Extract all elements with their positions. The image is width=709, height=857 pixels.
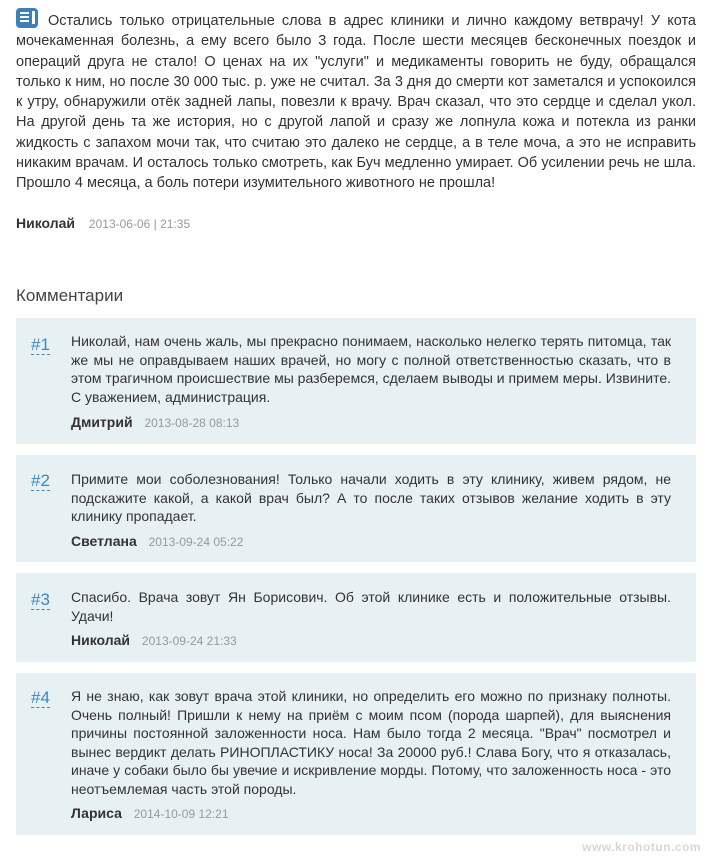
comment-card	[16, 455, 696, 562]
review-text-block	[16, 8, 696, 194]
review-text: Остались только отрицательные слова в адрес клиники и лично каждому ветврачу! У кота мочекаменная болезнь, а ему всего было 3 года. После шести месяцев бесконечных поездок и операций друга не стало! О ценах на их "услуги" и медикаменты говорить не буду, обращался только к ним, но после 30 000 тыс. р. уже не считал. За 3 дня до смерти кот заметался и успокоился к утру, обнаружили отёк задней лапы, повезли к врачу. Врач сказал, что это сердце и сделал укол. На другой день та же история, но с другой лапой и сразу же лопнула кожа и потекла из ранки жидкость с запахом мочи так, что считаю это далеко не сердце, а в теле моча, а это не исправить никаким врачам. И осталось только смотреть, как Буч медленно умирает. Об усилении речь не шла. Прошло 4 месяца, а боль потери изумительного животного не прошла!	[16, 13, 696, 192]
comment-author: Дмитрий	[71, 414, 133, 430]
comment-number-link[interactable]: #3	[31, 590, 50, 609]
site-watermark: www.krohotun.com	[582, 840, 701, 854]
comment-text: Спасибо. Врача зовут Ян Борисович. Об этой клинике есть и положительные отзывы. Удачи!	[71, 589, 671, 624]
comment-author: Николай	[71, 632, 131, 648]
comment-meta	[71, 413, 239, 432]
comment-date: 2014-10-09 12:21	[133, 807, 229, 821]
comment-date: 2013-08-28 08:13	[144, 416, 240, 430]
comment-text: Николай, нам очень жаль, мы прекрасно понимаем, насколько нелегко терять питомца, так же мы не оправдываем наших врачей, но могу с полной ответственностью сказать, что в этом трагичном происшествие мы разберемся, сделаем выводы и примем меры. Извините. С уважением, администрация.	[71, 333, 671, 405]
review-date: 2013-06-06 | 21:35	[88, 217, 191, 231]
comment-text: Примите мои соболезнования! Только начали ходить в эту клинику, живем рядом, не подскажите какой, а какой врач был? А то после таких отзывов желание ходить в эту клинику пропадает.	[71, 471, 671, 525]
comment-text: Я не знаю, как зовут врача этой клиники, но определить его можно по признаку полноты. Очень полный! Пришли к нему на приём с моим псом (порода шарпей), для выяснения причины постоянной заложенности носа. Нам было тогда 2 месяца. "Врач" посмотрел и вынес вердикт делать РИНОПЛАСТИКУ носа! За 20000 руб.! Слава Богу, что я отказалась, иначе у собаки было бы увечие и искривление морды. Потому, что заложенность носа - это неотъемлемая часть этой породы.	[71, 688, 671, 797]
comment-card	[16, 318, 696, 444]
comment-number-link[interactable]: #1	[31, 335, 50, 354]
comments-heading: Комментарии	[16, 286, 124, 305]
comment-meta	[71, 804, 229, 823]
review-author: Николай	[16, 215, 76, 231]
comment-author: Лариса	[71, 805, 122, 821]
comment-meta	[71, 532, 243, 551]
review-icon	[16, 8, 38, 28]
comment-author: Светлана	[71, 533, 137, 549]
comment-number-link[interactable]: #4	[31, 688, 50, 707]
comment-card	[16, 573, 696, 662]
comment-meta	[71, 631, 237, 650]
review-meta	[16, 214, 190, 233]
comment-number-link[interactable]: #2	[31, 471, 50, 490]
comment-date: 2013-09-24 05:22	[148, 535, 244, 549]
comment-date: 2013-09-24 21:33	[141, 634, 237, 648]
comment-card	[16, 673, 696, 835]
